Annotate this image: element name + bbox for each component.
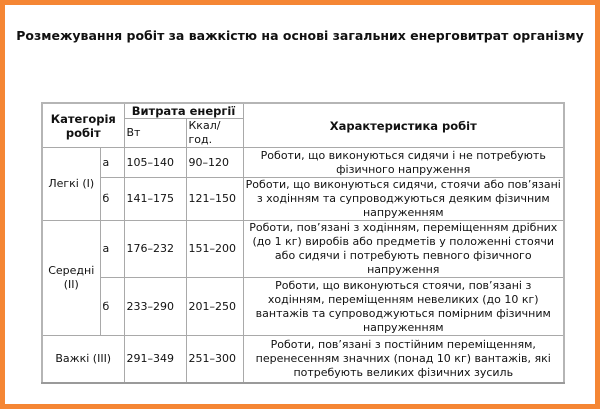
header-category: Категорія робіт (42, 103, 124, 148)
characteristic-cell: Роботи, що виконуються стоячи, пов’язані з ходінням, переміщенням невеликих (до 10 кг) вантажів та супроводжуються помірним фізичним напруженням (243, 278, 564, 336)
page-title: Розмежування робіт за важкістю на основі загальних енерговитрат організму (16, 28, 584, 43)
table-row (42, 178, 564, 221)
watts-cell: 176–232 (124, 221, 186, 278)
header-row (42, 103, 564, 119)
work-classification-table (41, 102, 565, 384)
category-cell: Легкі (I) (42, 148, 100, 221)
header-watts: Вт (124, 119, 186, 148)
characteristic-cell: Роботи, пов’язані з ходінням, переміщенням дрібних (до 1 кг) виробів або предметів у положенні стоячи або сидячи і потребують певного фізичного напруження (243, 221, 564, 278)
category-cell: Важкі (III) (42, 336, 124, 383)
header-energy: Витрата енергії (124, 103, 243, 119)
table-row (42, 336, 564, 383)
kcal-cell: 251–300 (186, 336, 243, 383)
kcal-cell: 121–150 (186, 178, 243, 221)
kcal-cell: 90–120 (186, 148, 243, 178)
subcategory-cell: а (100, 148, 124, 178)
table-row (42, 278, 564, 336)
header-characteristic: Характеристика робіт (243, 103, 564, 148)
characteristic-cell: Роботи, пов’язані з постійним переміщенням, перенесенням значних (понад 10 кг) вантажів, які потребують великих фізичних зусиль (243, 336, 564, 383)
characteristic-cell: Роботи, що виконуються сидячи і не потребують фізичного напруження (243, 148, 564, 178)
subcategory-cell: б (100, 178, 124, 221)
watts-cell: 141–175 (124, 178, 186, 221)
kcal-cell: 201–250 (186, 278, 243, 336)
characteristic-cell: Роботи, що виконуються сидячи, стоячи або пов’язані з ходінням та супроводжуються деяким фізичним напруженням (243, 178, 564, 221)
subcategory-cell: а (100, 221, 124, 278)
table-row (42, 148, 564, 178)
table-row (42, 221, 564, 278)
header-kcal: Ккал/год. (186, 119, 243, 148)
category-cell: Середні (II) (42, 221, 100, 336)
watts-cell: 291–349 (124, 336, 186, 383)
watts-cell: 105–140 (124, 148, 186, 178)
subcategory-cell: б (100, 278, 124, 336)
watts-cell: 233–290 (124, 278, 186, 336)
kcal-cell: 151–200 (186, 221, 243, 278)
